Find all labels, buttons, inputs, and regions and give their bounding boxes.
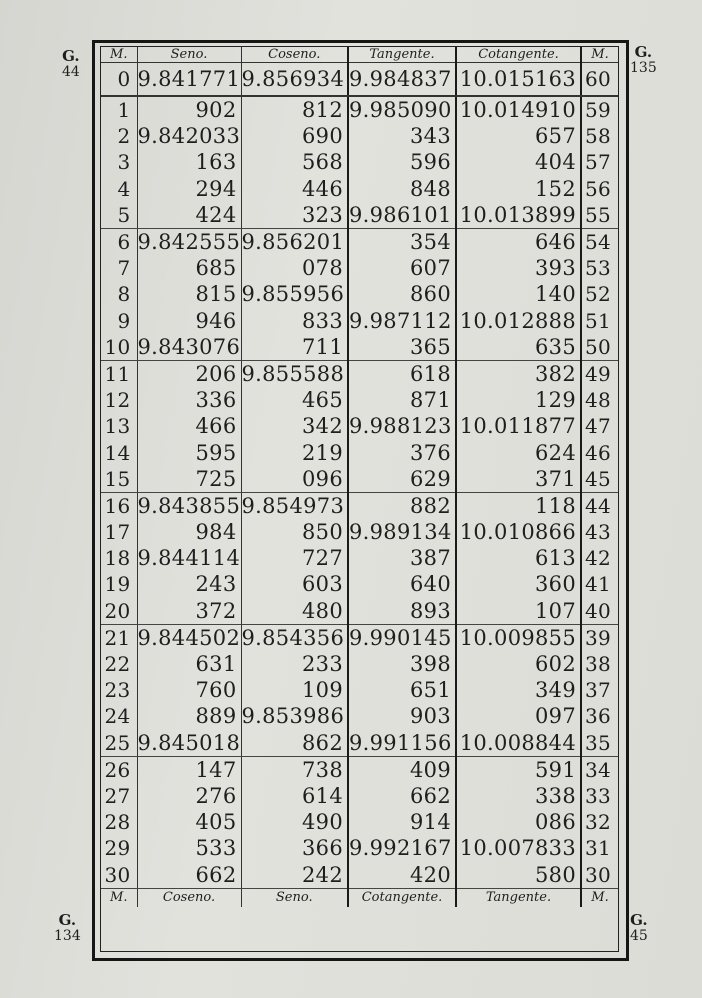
table-row bbox=[101, 63, 618, 97]
cell-tangente: 607 bbox=[348, 255, 456, 281]
cell-tangente: 9.987112 bbox=[348, 308, 456, 334]
cell-seno: 984 bbox=[137, 519, 241, 545]
cell-minute-right: 46 bbox=[581, 439, 618, 465]
cell-minute-right: 49 bbox=[581, 360, 618, 387]
cell-cotangente: 371 bbox=[456, 466, 581, 493]
cell-minute: 29 bbox=[104, 836, 131, 861]
cell-seno: 294 bbox=[137, 176, 241, 202]
table-row bbox=[101, 334, 618, 361]
table-row bbox=[101, 861, 618, 888]
cell-minute-right: 45 bbox=[581, 466, 618, 493]
footer-seno: Seno. bbox=[241, 888, 348, 907]
cell-minute: 14 bbox=[104, 440, 131, 465]
cell-coseno: 862 bbox=[241, 730, 348, 757]
cell-minute-right: 44 bbox=[581, 492, 618, 519]
cell-cotangente: 657 bbox=[456, 123, 581, 149]
corner-degree-bottom-left: G. 134 bbox=[54, 911, 81, 944]
cell-coseno: 233 bbox=[241, 651, 348, 677]
cell-coseno: 465 bbox=[241, 387, 348, 413]
cell-tangente: 9.989134 bbox=[348, 519, 456, 545]
table-row bbox=[101, 149, 618, 175]
table-row bbox=[101, 96, 618, 123]
cell-minute: 6 bbox=[117, 230, 131, 255]
cell-minute: 5 bbox=[101, 202, 137, 229]
table-row bbox=[101, 466, 618, 493]
table-header-row bbox=[101, 47, 618, 63]
table-body bbox=[101, 63, 618, 889]
cell-tangente: 893 bbox=[348, 598, 456, 625]
cell-minute: 24 bbox=[104, 704, 131, 729]
footer-minutes: M. bbox=[101, 888, 137, 907]
cell-minute-right: 42 bbox=[581, 545, 618, 571]
cell-coseno: 219 bbox=[241, 439, 348, 465]
corner-degree-top-right: G. 135 bbox=[630, 43, 657, 76]
cell-minute-right: 59 bbox=[581, 96, 618, 123]
cell-seno: 725 bbox=[137, 466, 241, 493]
cell-tangente: 860 bbox=[348, 281, 456, 307]
cell-cotangente: 360 bbox=[456, 571, 581, 597]
cell-cotangente: 140 bbox=[456, 281, 581, 307]
cell-seno: 9.845018 bbox=[137, 730, 241, 755]
table-row bbox=[101, 677, 618, 703]
cell-tangente: 596 bbox=[348, 149, 456, 175]
cell-coseno: 342 bbox=[241, 413, 348, 439]
cell-tangente: 343 bbox=[348, 123, 456, 149]
cell-minute-right: 39 bbox=[581, 624, 618, 651]
cell-minute-right: 51 bbox=[581, 308, 618, 334]
cell-seno: 243 bbox=[137, 571, 241, 597]
cell-minute: 12 bbox=[104, 388, 131, 413]
cell-coseno: 9.855588 bbox=[241, 360, 348, 387]
cell-seno: 595 bbox=[137, 439, 241, 465]
cell-tangente: 365 bbox=[348, 334, 456, 361]
cell-tangente: 871 bbox=[348, 387, 456, 413]
cell-minute: 22 bbox=[104, 652, 131, 677]
cell-seno: 760 bbox=[137, 677, 241, 703]
cell-cotangente: 10.014910 bbox=[456, 96, 581, 123]
cell-minute-right: 34 bbox=[581, 756, 618, 783]
cell-seno: 372 bbox=[137, 598, 241, 625]
cell-tangente: 662 bbox=[348, 783, 456, 809]
cell-seno: 9.843076 bbox=[137, 334, 241, 359]
cell-cotangente: 10.010866 bbox=[456, 519, 581, 545]
cell-tangente: 376 bbox=[348, 439, 456, 465]
cell-coseno: 727 bbox=[241, 545, 348, 571]
cell-cotangente: 10.007833 bbox=[456, 835, 581, 861]
cell-coseno: 490 bbox=[241, 809, 348, 835]
cell-seno: 9.841771 bbox=[137, 63, 241, 97]
cell-coseno: 568 bbox=[241, 149, 348, 175]
cell-coseno: 366 bbox=[241, 835, 348, 861]
cell-tangente: 420 bbox=[348, 861, 456, 888]
cell-minute-right: 31 bbox=[581, 835, 618, 861]
table-row bbox=[101, 413, 618, 439]
cell-minute: 0 bbox=[101, 63, 137, 97]
cell-minute-right: 56 bbox=[581, 176, 618, 202]
table-footer-row bbox=[101, 888, 618, 907]
table-row bbox=[101, 809, 618, 835]
cell-seno: 533 bbox=[137, 835, 241, 861]
cell-coseno: 711 bbox=[241, 334, 348, 361]
cell-minute-right: 36 bbox=[581, 703, 618, 729]
cell-minute-right: 38 bbox=[581, 651, 618, 677]
cell-coseno: 690 bbox=[241, 123, 348, 149]
cell-seno: 9.843855 bbox=[137, 493, 241, 518]
cell-cotangente: 591 bbox=[456, 756, 581, 783]
table-row bbox=[101, 703, 618, 729]
cell-cotangente: 338 bbox=[456, 783, 581, 809]
cell-minute: 8 bbox=[117, 282, 131, 307]
cell-seno: 276 bbox=[137, 783, 241, 809]
header-minutes: M. bbox=[101, 47, 137, 63]
cell-minute: 9 bbox=[117, 308, 131, 333]
cell-tangente: 640 bbox=[348, 571, 456, 597]
cell-cotangente: 10.015163 bbox=[456, 63, 581, 97]
cell-coseno: 9.853986 bbox=[241, 703, 348, 729]
cell-minute-right: 55 bbox=[581, 202, 618, 229]
table-row bbox=[101, 281, 618, 307]
cell-minute: 10 bbox=[101, 334, 137, 361]
cell-minute: 23 bbox=[104, 678, 131, 703]
cell-minute: 1 bbox=[117, 98, 131, 123]
cell-minute-right: 37 bbox=[581, 677, 618, 703]
cell-minute-right: 32 bbox=[581, 809, 618, 835]
table-row bbox=[101, 730, 618, 757]
footer-tangente: Tangente. bbox=[456, 888, 581, 907]
cell-cotangente: 10.012888 bbox=[456, 308, 581, 334]
cell-cotangente: 635 bbox=[456, 334, 581, 361]
cell-minute: 19 bbox=[104, 572, 131, 597]
header-tangente: Tangente. bbox=[348, 47, 456, 63]
table-row bbox=[101, 783, 618, 809]
cell-cotangente: 097 bbox=[456, 703, 581, 729]
cell-minute-right: 58 bbox=[581, 123, 618, 149]
cell-cotangente: 646 bbox=[456, 228, 581, 255]
cell-coseno: 9.856201 bbox=[241, 228, 348, 255]
cell-minute: 16 bbox=[104, 493, 131, 518]
cell-cotangente: 118 bbox=[456, 492, 581, 519]
cell-minute: 18 bbox=[104, 546, 131, 571]
cell-cotangente: 602 bbox=[456, 651, 581, 677]
cell-minute: 4 bbox=[117, 176, 131, 201]
table-row bbox=[101, 439, 618, 465]
cell-tangente: 387 bbox=[348, 545, 456, 571]
cell-tangente: 9.992167 bbox=[348, 835, 456, 861]
header-coseno: Coseno. bbox=[241, 47, 348, 63]
table-row bbox=[101, 545, 618, 571]
table-row bbox=[101, 360, 618, 387]
cell-coseno: 242 bbox=[241, 861, 348, 888]
cell-coseno: 833 bbox=[241, 308, 348, 334]
log-trig-table bbox=[101, 47, 618, 907]
cell-seno: 662 bbox=[137, 861, 241, 888]
cell-coseno: 9.855956 bbox=[241, 281, 348, 307]
cell-minute-right: 57 bbox=[581, 149, 618, 175]
cell-seno: 631 bbox=[137, 651, 241, 677]
cell-coseno: 9.854973 bbox=[241, 492, 348, 519]
cell-minute: 11 bbox=[104, 361, 131, 386]
cell-minute: 30 bbox=[101, 861, 137, 888]
cell-cotangente: 107 bbox=[456, 598, 581, 625]
cell-coseno: 078 bbox=[241, 255, 348, 281]
cell-tangente: 9.986101 bbox=[348, 202, 456, 229]
cell-seno: 902 bbox=[137, 96, 241, 123]
cell-minute-right: 48 bbox=[581, 387, 618, 413]
cell-tangente: 903 bbox=[348, 703, 456, 729]
cell-tangente: 9.991156 bbox=[348, 730, 456, 757]
cell-coseno: 9.856934 bbox=[241, 63, 348, 97]
table-row bbox=[101, 598, 618, 625]
cell-seno: 206 bbox=[137, 360, 241, 387]
cell-tangente: 354 bbox=[348, 228, 456, 255]
cell-minute-right: 54 bbox=[581, 228, 618, 255]
cell-seno: 9.844114 bbox=[137, 546, 241, 571]
cell-tangente: 914 bbox=[348, 809, 456, 835]
footer-cotangente: Cotangente. bbox=[348, 888, 456, 907]
footer-minutes-right: M. bbox=[581, 888, 618, 907]
cell-tangente: 409 bbox=[348, 756, 456, 783]
table-row bbox=[101, 651, 618, 677]
cell-seno: 9.842555 bbox=[137, 230, 241, 255]
cell-coseno: 9.854356 bbox=[241, 624, 348, 651]
cell-cotangente: 404 bbox=[456, 149, 581, 175]
cell-minute-right: 41 bbox=[581, 571, 618, 597]
cell-seno: 889 bbox=[137, 703, 241, 729]
cell-minute: 26 bbox=[104, 757, 131, 782]
table-row bbox=[101, 123, 618, 149]
cell-tangente: 848 bbox=[348, 176, 456, 202]
cell-coseno: 738 bbox=[241, 756, 348, 783]
table-row bbox=[101, 756, 618, 783]
cell-cotangente: 580 bbox=[456, 861, 581, 888]
cell-minute-right: 43 bbox=[581, 519, 618, 545]
cell-tangente: 651 bbox=[348, 677, 456, 703]
cell-seno: 405 bbox=[137, 809, 241, 835]
cell-minute-right: 50 bbox=[581, 334, 618, 361]
cell-tangente: 629 bbox=[348, 466, 456, 493]
cell-coseno: 446 bbox=[241, 176, 348, 202]
cell-minute: 3 bbox=[117, 150, 131, 175]
table-row bbox=[101, 228, 618, 255]
table-row bbox=[101, 387, 618, 413]
cell-coseno: 812 bbox=[241, 96, 348, 123]
cell-tangente: 398 bbox=[348, 651, 456, 677]
cell-coseno: 603 bbox=[241, 571, 348, 597]
cell-minute-right: 33 bbox=[581, 783, 618, 809]
cell-cotangente: 10.011877 bbox=[456, 413, 581, 439]
cell-tangente: 618 bbox=[348, 360, 456, 387]
cell-coseno: 614 bbox=[241, 783, 348, 809]
cell-minute-right: 47 bbox=[581, 413, 618, 439]
cell-seno: 685 bbox=[137, 255, 241, 281]
cell-coseno: 109 bbox=[241, 677, 348, 703]
cell-minute: 21 bbox=[104, 625, 131, 650]
cell-seno: 815 bbox=[137, 281, 241, 307]
cell-minute-right: 35 bbox=[581, 730, 618, 757]
cell-cotangente: 613 bbox=[456, 545, 581, 571]
cell-coseno: 480 bbox=[241, 598, 348, 625]
header-minutes-right: M. bbox=[581, 47, 618, 63]
cell-minute-right: 52 bbox=[581, 281, 618, 307]
cell-minute: 2 bbox=[117, 124, 131, 149]
cell-tangente: 9.988123 bbox=[348, 413, 456, 439]
cell-seno: 147 bbox=[137, 756, 241, 783]
cell-minute: 13 bbox=[104, 414, 131, 439]
corner-degree-top-left: G. 44 bbox=[62, 47, 80, 80]
cell-seno: 9.844502 bbox=[137, 625, 241, 650]
cell-cotangente: 086 bbox=[456, 809, 581, 835]
cell-seno: 946 bbox=[137, 308, 241, 334]
table-row bbox=[101, 835, 618, 861]
cell-cotangente: 349 bbox=[456, 677, 581, 703]
cell-seno: 9.842033 bbox=[137, 124, 241, 149]
table-row bbox=[101, 308, 618, 334]
cell-coseno: 323 bbox=[241, 202, 348, 229]
cell-seno: 466 bbox=[137, 413, 241, 439]
cell-cotangente: 10.009855 bbox=[456, 624, 581, 651]
table-row bbox=[101, 624, 618, 651]
cell-seno: 336 bbox=[137, 387, 241, 413]
cell-cotangente: 624 bbox=[456, 439, 581, 465]
cell-cotangente: 10.008844 bbox=[456, 730, 581, 757]
cell-minute: 20 bbox=[101, 598, 137, 625]
table-row bbox=[101, 202, 618, 229]
footer-coseno: Coseno. bbox=[137, 888, 241, 907]
cell-tangente: 9.990145 bbox=[348, 624, 456, 651]
table-row bbox=[101, 571, 618, 597]
cell-seno: 424 bbox=[137, 202, 241, 229]
header-cotangente: Cotangente. bbox=[456, 47, 581, 63]
table-row bbox=[101, 255, 618, 281]
table-row bbox=[101, 519, 618, 545]
table-row bbox=[101, 492, 618, 519]
cell-cotangente: 152 bbox=[456, 176, 581, 202]
corner-degree-bottom-right: G. 45 bbox=[630, 911, 648, 944]
cell-minute-right: 53 bbox=[581, 255, 618, 281]
cell-tangente: 882 bbox=[348, 492, 456, 519]
table-row bbox=[101, 176, 618, 202]
cell-coseno: 096 bbox=[241, 466, 348, 493]
cell-minute: 15 bbox=[101, 466, 137, 493]
cell-minute-right: 40 bbox=[581, 598, 618, 625]
cell-cotangente: 393 bbox=[456, 255, 581, 281]
cell-seno: 163 bbox=[137, 149, 241, 175]
cell-cotangente: 382 bbox=[456, 360, 581, 387]
cell-cotangente: 129 bbox=[456, 387, 581, 413]
header-seno: Seno. bbox=[137, 47, 241, 63]
cell-minute-right: 60 bbox=[581, 63, 618, 97]
cell-cotangente: 10.013899 bbox=[456, 202, 581, 229]
cell-tangente: 9.985090 bbox=[348, 96, 456, 123]
cell-coseno: 850 bbox=[241, 519, 348, 545]
cell-minute: 27 bbox=[104, 783, 131, 808]
cell-tangente: 9.984837 bbox=[348, 63, 456, 97]
cell-minute: 17 bbox=[104, 520, 131, 545]
cell-minute: 7 bbox=[117, 256, 131, 281]
cell-minute: 28 bbox=[104, 810, 131, 835]
cell-minute: 25 bbox=[101, 730, 137, 757]
cell-minute-right: 30 bbox=[581, 861, 618, 888]
